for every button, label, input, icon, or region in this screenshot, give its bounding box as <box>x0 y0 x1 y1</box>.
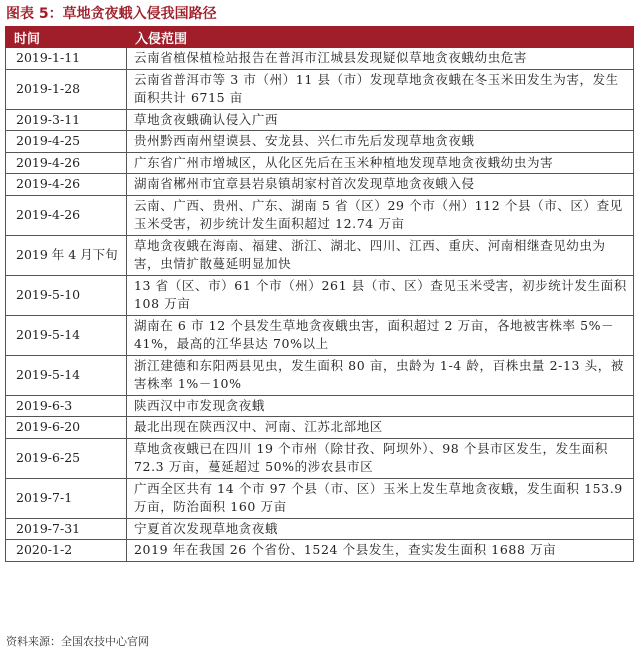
scope-cell: 宁夏首次发现草地贪夜蛾 <box>127 518 634 540</box>
figure-title: 图表 5：草地贪夜蛾入侵我国路径 <box>6 6 217 22</box>
scope-cell: 浙江建德和东阳两县见虫，发生面积 80 亩，虫龄为 1-4 龄，百株虫量 2-13 头，被害株率 1%－10% <box>127 355 634 395</box>
header-date: 时间 <box>6 27 127 48</box>
scope-cell: 草地贪夜蛾在海南、福建、浙江、湖北、四川、江西、重庆、河南相继查见幼虫为害，虫情扩散蔓延明显加快 <box>127 235 634 275</box>
table-row <box>6 109 634 131</box>
date-cell: 2019-7-1 <box>6 478 127 518</box>
table-row <box>6 478 634 518</box>
table-row <box>6 195 634 235</box>
table-row <box>6 48 634 70</box>
table-header-row <box>6 27 634 48</box>
table-row <box>6 540 634 562</box>
date-cell: 2019-6-25 <box>6 438 127 478</box>
scope-cell: 草地贪夜蛾确认侵入广西 <box>127 109 634 131</box>
scope-cell: 云南、广西、贵州、广东、湖南 5 省（区）29 个市（州）112 个县（市、区）查见玉米受害，初步统计发生面积超过 12.74 万亩 <box>127 195 634 235</box>
date-cell: 2020-1-2 <box>6 540 127 562</box>
scope-cell: 陕西汉中市发现贪夜蛾 <box>127 395 634 417</box>
scope-cell: 云南省植保植检站报告在普洱市江城县发现疑似草地贪夜蛾幼虫危害 <box>127 48 634 70</box>
table-row <box>6 235 634 275</box>
date-cell: 2019-5-10 <box>6 275 127 315</box>
table-row <box>6 315 634 355</box>
date-cell: 2019-1-11 <box>6 48 127 70</box>
scope-cell: 2019 年在我国 26 个省份、1524 个县发生，查实发生面积 1688 万亩 <box>127 540 634 562</box>
date-cell: 2019-6-3 <box>6 395 127 417</box>
scope-cell: 湖南省郴州市宜章县岩泉镇胡家村首次发现草地贪夜蛾入侵 <box>127 174 634 196</box>
date-cell: 2019-4-26 <box>6 195 127 235</box>
scope-cell: 草地贪夜蛾已在四川 19 个市州（除甘孜、阿坝外）、98 个县市区发生，发生面积 72.3 万亩，蔓延超过 50%的涉农县市区 <box>127 438 634 478</box>
scope-cell: 云南省普洱市等 3 市（州）11 县（市）发现草地贪夜蛾在冬玉米田发生为害，发生面积共计 6715 亩 <box>127 69 634 109</box>
scope-cell: 最北出现在陕西汉中、河南、江苏北部地区 <box>127 417 634 439</box>
table-row <box>6 275 634 315</box>
scope-cell: 湖南在 6 市 12 个县发生草地贪夜蛾虫害，面积超过 2 万亩，各地被害株率 5%－41%，最高的江华县达 70%以上 <box>127 315 634 355</box>
scope-cell: 广东省广州市增城区，从化区先后在玉米种植地发现草地贪夜蛾幼虫为害 <box>127 152 634 174</box>
table-row <box>6 152 634 174</box>
date-cell: 2019-1-28 <box>6 69 127 109</box>
date-cell: 2019-4-26 <box>6 174 127 196</box>
table-body <box>6 48 634 562</box>
table-row <box>6 438 634 478</box>
table-row <box>6 174 634 196</box>
date-cell: 2019-5-14 <box>6 315 127 355</box>
table-row <box>6 518 634 540</box>
header-scope: 入侵范围 <box>127 27 634 48</box>
scope-cell: 13 省（区、市）61 个市（州）261 县（市、区）查见玉米受害，初步统计发生面积 108 万亩 <box>127 275 634 315</box>
table-row <box>6 131 634 153</box>
scope-cell: 贵州黔西南州望谟县、安龙县、兴仁市先后发现草地贪夜蛾 <box>127 131 634 153</box>
scope-cell: 广西全区共有 14 个市 97 个县（市、区）玉米上发生草地贪夜蛾，发生面积 153.9 万亩，防治面积 160 万亩 <box>127 478 634 518</box>
table-row <box>6 395 634 417</box>
date-cell: 2019-7-31 <box>6 518 127 540</box>
date-cell: 2019-4-25 <box>6 131 127 153</box>
date-cell: 2019-4-26 <box>6 152 127 174</box>
date-cell: 2019-5-14 <box>6 355 127 395</box>
date-cell: 2019-3-11 <box>6 109 127 131</box>
table-row <box>6 355 634 395</box>
table-row <box>6 417 634 439</box>
table-row <box>6 69 634 109</box>
source-note: 资料来源：全国农技中心官网 <box>6 635 149 648</box>
date-cell: 2019 年 4 月下旬 <box>6 235 127 275</box>
date-cell: 2019-6-20 <box>6 417 127 439</box>
invasion-timeline-table <box>5 26 634 562</box>
